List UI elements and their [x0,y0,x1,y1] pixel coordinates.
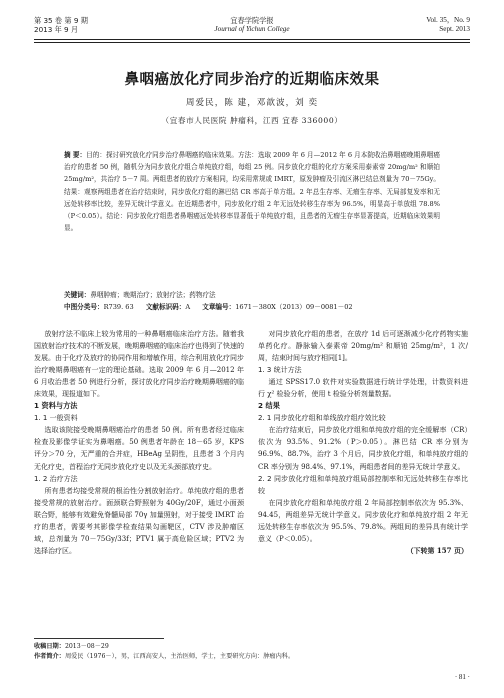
issue-date: 2013 年 9 月 [34,25,79,34]
header-right [426,16,470,34]
body-paragraph: 在治疗结束后，同步放化疗组和单纯放疗组的完全缓解率（CR）依次为 93.5%、91.2%（P＞0.05）。淋巴结 CR 率分别为 96.9%、88.7%，治疗 3 个月后，同步放化疗组，和单纯放疗组的 CR 率分别为 98.4%、97.1%，两组患者间的差异无统计学意义。 [258,426,468,471]
footnote-rule [34,638,164,639]
affiliation: （宜春市人民医院 肿瘤科，江西 宜春 336000） [161,116,343,125]
abstract-label: 摘 要： [64,151,87,159]
clc-label: 中图分类号： [64,303,104,311]
section-heading: 1 资料与方法 [34,401,78,411]
header-rule-thin [34,42,470,43]
received-label: 收稿日期： [34,643,65,650]
body-paragraph: 放射疗法不临床上较为常用的一种鼻咽癌临床治疗方法。随着我国放射治疗技术的不断发展，晚期鼻咽癌的临床治疗也得到了快速的发展。由于化疗及放疗的协同作用和增敏作用，综合利用放化疗同步治疗晚期鼻咽癌有一定的理论基础。选取 2009 年 6 月—2012 年 6 月收治患者 50 例进行分析，探讨放化疗同步治疗晚期鼻咽癌的临床效果，现报道如下。 [34,330,244,399]
section-heading: 2. 1 同步放化疗组和单线放疗组疗效比较 [258,414,386,423]
body-column-left [34,328,244,557]
section-heading: 1. 2 治疗方法 [34,474,78,483]
body-paragraph: 通过 SPSS17.0 软件对实验数据进行统计学处理，计数资料进行 χ² 检验分析，使用 t 检验分析剂量数据。 [258,378,468,399]
body-column-right [258,328,468,557]
clc-code: R739. 63 [103,303,134,311]
body-paragraph: 在同步放化疗组和单纯放疗组 2 年局部控制率依次为 95.3%、94.45，两组差异无统计学意义。同步放化疗和单纯放疗组 2 年无远处转移生存率依次为 95.5%、79.8%。两组间的差异具有统计学意义（P＜0.05）。 [258,498,468,543]
article-title: 鼻咽癌放化疗同步治疗的近期临床效果 [124,72,380,88]
issue-date-en: Sept. 2013 [439,25,470,33]
doc-code-label: 文献标识码： [145,303,186,311]
article-number: 1671－380X（2013）09－0081－02 [235,303,353,311]
footnote [34,642,470,662]
volume-issue-en: Vol. 35，No. 9 [426,16,470,24]
continuation-note: （下转第 157 页） [406,545,468,555]
header-rule [34,39,470,40]
body-paragraph: 对同步放化疗组的患者，在放疗 1d 后可逐渐减少化疗药物实施单药化疗。静脉输入泰素帝 20mg/m² 和顺铂 25mg/m²，1 次/周，结束时间与放疗相同[1]。 [258,330,468,363]
body-paragraph: 选取该院接受晚期鼻咽癌治疗的患者 50 例。所有患者经过临床检查及影像学证实为鼻咽癌。50 例患者年龄在 18－65 岁，KPS 评分＞70 分，无严重的合并症，HBeAg 呈阴性，且患者 3 个月内无化疗史，首程治疗无同步放化疗史以及无头颈部放疗史。 [34,426,244,471]
keywords-label: 关键词： [64,291,91,299]
page-number: · 81 · [454,673,470,681]
section-heading: 2. 2 同步放化疗组和单纯放疗组局部控制率和无远处转移生存率比较 [258,474,468,495]
body-paragraph: 所有患者均接受常规的根治性分割放射治疗。单纯放疗组的患者接受常规的放射治疗。面颈联合野照射为 40Gy/20F，通过小面颈联合野，能够有效避免脊髓局部 70γ 加量照射，对于接受 IMRT 治疗的患者，需要考其影像学检查结果勾画靶区，CTV 涉及肿瘤区域，总剂量为 70－75Gy/33f；PTV1 属于高危险区域；PTV2 为选择治疗区。 [34,486,244,555]
doc-code: A [185,303,191,311]
volume-issue: 第 35 卷 第 9 期 [34,16,88,25]
header-center [34,16,470,34]
author-bio-label: 作者简介： [34,653,65,660]
article-number-label: 文章编号： [202,303,236,311]
journal-name-cn: 宜春学院学报 [230,16,274,25]
authors: 周爱民，陈 建，邓歆波，刘 奕 [185,98,319,108]
abstract-text: 目的：探讨研究放化疗同步治疗鼻咽癌的临床效果。方法：选取 2009 年 6 月—2012 年 6 月本院收治鼻咽癌晚期鼻咽癌治疗的患者 50 例，随机分为同步放化疗组合单纯放疗组，每组 25 例。同步放化疗组的化疗方案采用泰素帝 20mg/m² 和顺铂 25mg/m²，共治疗 5－7 周。两组患者的放疗方案相同，均采用常规或 IMRT，原发肿瘤及引流区淋巴结总剂量为 70－75Gy。结果：观察两组患者在治疗结束时，同步放化疗组的淋巴结 CR 率高于单方组。2 年总生存率、无瘤生存率、无局部复发率和无远处转移率比较，差异无统计学意义。在近期患者中，同步放化疗组 2 年无远处转移生存率为 96.5%，明显高于单放组 78.8%（P＜0.05）。结论：同步放化疗组患者鼻咽癌远处转移率显著低于单纯放疗组，且患者的无瘤生存率显著提高，近期临床效果明显。 [64,151,441,233]
section-heading: 1. 1 一般资料 [34,414,78,423]
keywords-text: 鼻咽肿瘤；晚期治疗；放射疗法；药物疗法 [90,291,216,299]
received-date: 2013－08－29 [64,643,109,650]
section-heading: 1. 3 统计方法 [258,366,302,375]
keywords [64,289,440,301]
abstract [64,149,440,234]
section-heading: 2 结果 [258,401,280,411]
author-bio: 周爱民（1976－），男，江西高安人，主治医师，学士，主要研究方向：肿瘤内科。 [64,653,295,660]
journal-name-en: Journal of Yichun College [214,25,290,33]
classification-line [64,301,440,313]
